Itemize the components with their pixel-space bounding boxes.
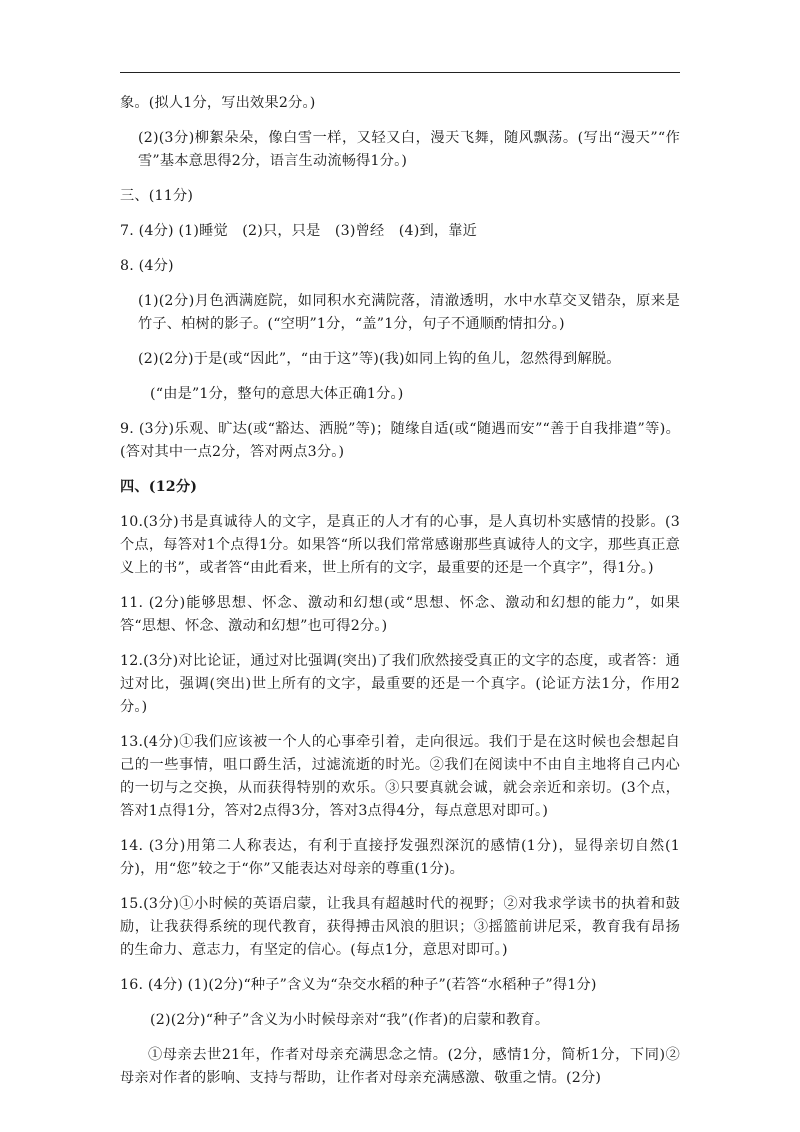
- paragraph-q8-1: (1)(2分)月色洒满庭院，如同积水充满院落，清澈透明，水中水草交叉错杂，原来是竹子、柏树的影子。(“空明”1分，“盖”1分，句子不通顺酌情扣分。): [138, 293, 680, 332]
- paragraph-q10: 10.(3分)书是真诚待人的文字，是真正的人才有的心事，是人真切朴实感情的投影。(3个点，每答对1个点得1分。如果答“所以我们常常感谢那些真诚待人的文字，那些真正意义上的书”，或者答“由此看来，世上所有的文字，最重要的还是一个真字”，得1分。): [120, 514, 680, 576]
- paragraph-q16-2: (2)(2分)“种子”含义为小时候母亲对“我”(作者)的启蒙和教育。: [150, 1012, 550, 1028]
- section-4-heading: 四、(12分): [120, 479, 198, 495]
- paragraph-q13: 13.(4分)①我们应该被一个人的心事牵引着，走向很远。我们于是在这时候也会想起自己的一些事情，咀口爵生活，过滤流逝的时光。②我们在阅读中不由自主地将自己内心的一切与之交换，从而获得特别的欢乐。③只要真就会诚，就会亲近和亲切。(3个点，答对1点得1分，答对2点得3分，答对3点得4分，每点意思对即可。): [120, 734, 680, 819]
- paragraph-q7: 7. (4分) (1)睡觉 (2)只，只是 (3)曾经 (4)到，靠近: [120, 223, 478, 239]
- paragraph-q8-2: (2)(2分)于是(或“因此”，“由于这”等)(我)如同上钩的鱼儿，忽然得到解脱。: [138, 351, 621, 367]
- paragraph-q15: 15.(3分)①小时候的英语启蒙，让我具有超越时代的视野；②对我求学读书的执着和鼓励，让我获得系统的现代教育，获得搏击风浪的胆识；③摇篮前讲尼采，教育我有昂扬的生命力、意志力，有坚定的信心。(每点1分，意思对即可。): [120, 896, 680, 958]
- answer-key-body: [120, 92, 680, 1102]
- paragraph-q16: 16. (4分) (1)(2分)“种子”含义为“杂交水稻的种子”(若答“水稻种子”得1分): [120, 977, 597, 993]
- paragraph-q8: 8. (4分): [120, 258, 174, 274]
- paragraph-q5-1-end: 象。(拟人1分，写出效果2分。): [120, 95, 316, 111]
- paragraph-q8-2-note: (“由是”1分，整句的意思大体正确1分。): [150, 386, 404, 402]
- paragraph-q5-2: (2)(3分)柳絮朵朵，像白雪一样，又轻又白，漫天飞舞，随风飘荡。(写出“漫天”“作雪”基本意思得2分，语言生动流畅得1分。): [138, 130, 680, 169]
- header-rule: [120, 72, 680, 73]
- paragraph-q14: 14. (3分)用第二人称表达，有利于直接抒发强烈深沉的感情(1分)，显得亲切自然(1分)，用“您”较之于“你”又能表达对母亲的尊重(1分)。: [120, 838, 680, 877]
- section-3-heading: 三、(11分): [120, 188, 194, 204]
- paragraph-q16-2-detail: ①母亲去世21年，作者对母亲充满思念之情。(2分，感情1分，简析1分，下同)②母亲对作者的影响、支持与帮助，让作者对母亲充满感激、敬重之情。(2分): [120, 1047, 680, 1086]
- paragraph-q12: 12.(3分)对比论证，通过对比强调(突出)了我们欣然接受真正的文字的态度，或者答：通过对比，强调(突出)世上所有的文字，最重要的还是一个真字。(论证方法1分，作用2分。): [120, 653, 680, 715]
- paragraph-q11: 11. (2分)能够思想、怀念、激动和幻想(或“思想、怀念、激动和幻想的能力”，如果答“思想、怀念、激动和幻想”也可得2分。): [120, 595, 680, 634]
- paragraph-q9: 9. (3分)乐观、旷达(或“豁达、洒脱”等)；随缘自适(或“随遇而安”“善于自我排遣”等)。(答对其中一点2分，答对两点3分。): [120, 421, 680, 460]
